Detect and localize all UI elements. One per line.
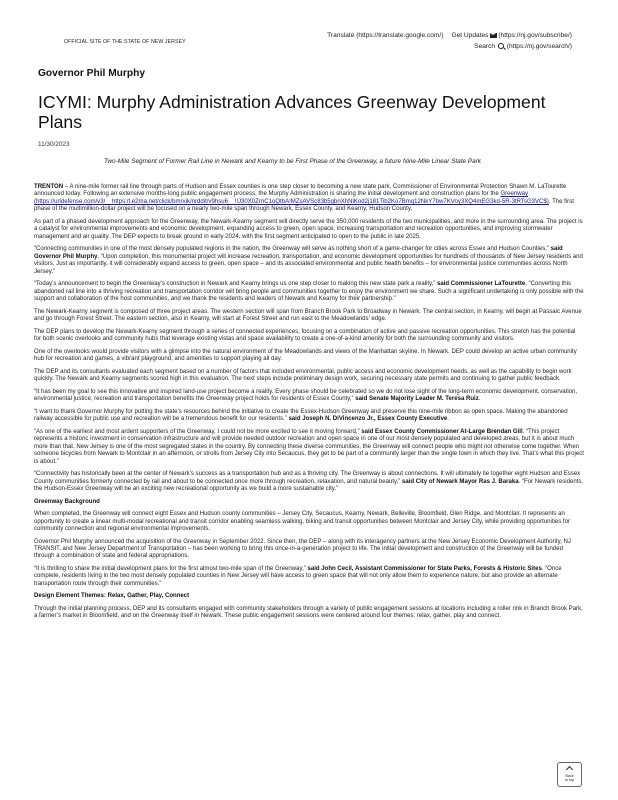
page-title: ICYMI: Murphy Administration Advances Greenway Development Plans (38, 92, 546, 132)
greenway-link-text: Greenway (500, 191, 529, 198)
quote-text: “Connectivity has historically been at the center of Newark’s success as a transportation hub and as a thriving city. The Greenway is about connections. It will ultimately tie together eight Hudson and Essex County communities formerly connected by rail and about to be connected once more through recreation, relaxation, and natural beauty,” (34, 471, 581, 485)
speaker: said Commissioner LaTourette (435, 281, 526, 288)
mail-icon (490, 33, 497, 38)
paragraph: The Newark-Kearny segment is composed of three project areas. The western section will span from Branch Brook Park to Broadway in Newark. The central section, in Kearny, will begin at Passaic Avenue and go through Forest Street. The eastern section, also in Kearny, will start at Forest Street and run east to the Meadowlands’ edge. (34, 308, 582, 323)
speaker: said City of Newark Mayor Ras J. Baraka (400, 478, 519, 485)
translate-link[interactable]: Translate (https://translate.google.com/) (327, 32, 444, 39)
search-icon (498, 43, 504, 49)
paragraph-text: – A nine-mile former rail line through parts of Hudson and Essex counties is one step closer to becoming a new state park, Commissioner of Environmental Protection Shawn M. LaTourette announced today. Following an extensive months-long public engagement process, the Murphy Administration is sharing the initial development and construction plans for the (34, 184, 567, 198)
quote-text: . “Converting this abandoned rail line into a thriving recreation and transportation corridor will bring people and communities together to enjoy the environment we share. Such a significant undertaking is only possible with the support and collaboration of the host communities, and we thank the residents and leaders of Newark and Kearny for their partnership.” (34, 281, 584, 303)
quote-text: . “Upon completion, this monumental project will increase recreation, transportation, and economic development opportunities for hundreds of thousands of New Jersey residents and visitors. Just as importantly, it will considerably expand access to green, open space – and its associated environmental and public health benefits – for environmental justice communities across North Jersey.” (34, 253, 583, 275)
quote-text: . “This project represents a historic investment in conservation infrastructure and will provide needed outdoor recreation and open space in one of our most densely populated and developed areas, but it is about much more than that. New Jersey is one of the most segregated states in the country. By connecting these diverse communities, the Greenway will connect people who might not otherwise come together. When someone bicycles from Newark to Montclair in an afternoon, or strolls from Jersey City into Secaucus, they get to be part of a community larger than the single town in which they live. That’s what this project is about.” (34, 428, 584, 465)
quote-text: “It has been my goal to see this innovative and inspired land-use project become a reality. Every phase should be celebrated so we do not lose sight of the long-term economic development, conservation, environmental justice, recreation and transportation benefits the Greenway project holds for residents of Essex County,” (34, 388, 578, 403)
speaker: said Senate Majority Leader M. Teresa Ruiz (353, 396, 479, 403)
search-label: Search (474, 43, 496, 50)
speaker: said Governor Phil Murphy (34, 246, 563, 260)
back-to-top-label: Back (565, 774, 574, 778)
article-date: 11/30/2023 (38, 141, 70, 148)
paragraph: Through the initial planning process, DEP and its consultants engaged with community stakeholders through a variety of public engagement sessions at locations including a roller rink in Branch Brook Park, a farmer’s market in Bloomfield, and on the Greenway itself in Newark. These public engagement sessions were centered around four themes: relax, gather, play and connect. (34, 605, 583, 620)
article-subtitle: Two-Mile Segment of Former Rail Line in Newark and Kearny to be First Phase of the Greenway, a future Nine-Mile Linear State Park (104, 158, 481, 165)
paragraph (34, 566, 584, 588)
paragraph (34, 471, 584, 493)
paragraph (34, 389, 584, 404)
quote-text: “I want to thank Governor Murphy for putting the state’s resources behind the initiative to create the Essex-Hudson Greenway and preserve this nine-mile ribbon as open space. Making the abandoned railway accessible for public use and recreation will be a tremendous benefit for our residents.” (34, 408, 568, 423)
governor-name[interactable]: Governor Phil Murphy (38, 68, 145, 79)
section-heading: Design Element Themes: Relax, Gather, Play, Connect (34, 593, 190, 600)
quote-text: “Connecting communities in one of the most densely populated regions in the nation, the Greenway will serve as nothing short of a game-changer for cities across Essex and Hudson Counties,” (34, 246, 549, 253)
paragraph (34, 281, 584, 303)
section-heading: Greenway Background (34, 498, 100, 505)
quote-text: . “For Newark residents, the Hudson-Essex Greenway will be an exciting new recreational opportunity as we build a more sustainable city.” (34, 478, 584, 492)
paragraph: When completed, the Greenway will connect eight Essex and Hudson county communities – Jersey City, Secaucus, Kearny, Newark, Belleville, Bloomfield, Glen Ridge, and Montclair. It represents an opportunity to create a linear multi-modal recreational and transit corridor enabling seamless walking, biking and transit opportunities between Montclair and Jersey City, while providing opportunities for community connection and regional environmental improvements. (34, 511, 570, 532)
speaker: said Essex County Commissioner At-Large Brendan Gill (359, 428, 523, 435)
quote-text: . (447, 416, 449, 423)
quote-text: “As one of the earliest and most ardent supporters of the Greenway, I could not be more excited to see it moving forward,” (34, 428, 360, 435)
paragraph (34, 409, 584, 424)
speaker: said John Cecil, Assistant Commissioner for State Parks, Forests & Historic Sites (305, 565, 542, 572)
top-bar (0, 0, 618, 58)
paragraph: The DEP plans to develop the Newark-Kearny segment through a series of connected experiences, focusing on a combination of active and passive recreation opportunities. This stretch has the potential for both scenic overlooks and community hubs that leverage existing vistas and space availability to create a one-of-a-kind amenity for both the surrounding community and visitors. (34, 328, 576, 343)
get-updates-label: Get Updates (451, 32, 489, 39)
dateline: TRENTON (34, 184, 64, 190)
paragraph (34, 184, 584, 214)
quote-text: “It is thrilling to share the initial development plans for the first almost two-mile span of the Greenway,” (34, 565, 306, 572)
official-site-label: OFFICIAL SITE OF THE STATE OF NEW JERSEY (64, 39, 186, 45)
paragraph: One of the overlooks would provide visitors with a glimpse into the natural environment of the Meadowlands and views of the Manhattan skyline. In Newark, DEP could develop an active urban community hub for recreation and games, a vibrant playground, and amenities to support playing all day. (34, 348, 577, 363)
paragraph-text: . The first phase of the multimillion-dollar project will be focused on a nearly two-mile span through Newark, Essex County, and Kearny, Hudson County. (34, 198, 574, 213)
speaker: said Joseph N. DiVincenzo Jr., Essex County Executive (286, 416, 448, 423)
paragraph: The DEP and its consultants evaluated each segment based on a number of factors that included environmental, public access and economic development needs, as well as the capability to begin work quickly. The Newark and Kearny segments scored high in this evaluation. The next steps include preliminary design work, securing necessary state permits and continuing to gather public feedback. (34, 368, 572, 383)
get-updates-url: (https://nj.gov/subscribe/) (498, 32, 572, 39)
quote-text: “Today’s announcement to begin the Greenway’s construction in Newark and Kearny brings us one step closer to making this new state park a reality,” (34, 281, 436, 288)
paragraph (34, 246, 584, 276)
paragraph (34, 429, 584, 466)
quote-text: . (478, 396, 481, 403)
search-link[interactable] (474, 43, 572, 50)
get-updates-link[interactable] (451, 32, 572, 39)
greenway-link-url: (https://urldefense.com/v3/__https:/t.e2ma.net/click/bmrxik/nrddit/v9hsu6__!!J30X0ZrnC1oQtbA!MZsAVSc83b5gbnXhNlKod2j181Tib2Ko7Bmq12NkY7bw7KVoy3XQ4mEG3kd-5R-3tRTsG3VC$) (34, 198, 549, 205)
search-url: (https://nj.gov/search/) (506, 43, 572, 50)
back-to-top-button[interactable] (557, 762, 582, 787)
utility-links (327, 30, 572, 52)
article-body (34, 184, 584, 626)
chevron-up-icon (566, 766, 573, 773)
paragraph: Governor Phil Murphy announced the acquisition of the Greenway in September 2022. Since then, the DEP – along with its interagency partners at the New Jersey Economic Development Authority, NJ TRANSIT, and New Jersey Department of Transportation – has been working to bring this once-in-a-generation project to life. The initial development and construction of the Greenway will be funded through a combination of state and federal appropriations. (34, 538, 571, 560)
back-to-top-label: to top (565, 778, 574, 782)
paragraph: As part of a phased development approach for the Greenway, the Newark-Kearny segment will directly serve the 350,000 residents of the two municipalities, and more in the surrounding area. The project is a catalyst for environmental improvements and economic development, expanding access to green, open space, increasing transportation and recreation opportunities, and improving stormwater management and air quality. The DEP expects to break ground in early 2024, with the first segment anticipated to open to the public in late 2025. (34, 218, 583, 240)
quote-text: . “Once complete, residents living in the two most densely populated counties in New Jersey will have access to green space that will not only allow them to experience nature, but also provide an alternate transportation route through their communities.” (34, 565, 562, 587)
